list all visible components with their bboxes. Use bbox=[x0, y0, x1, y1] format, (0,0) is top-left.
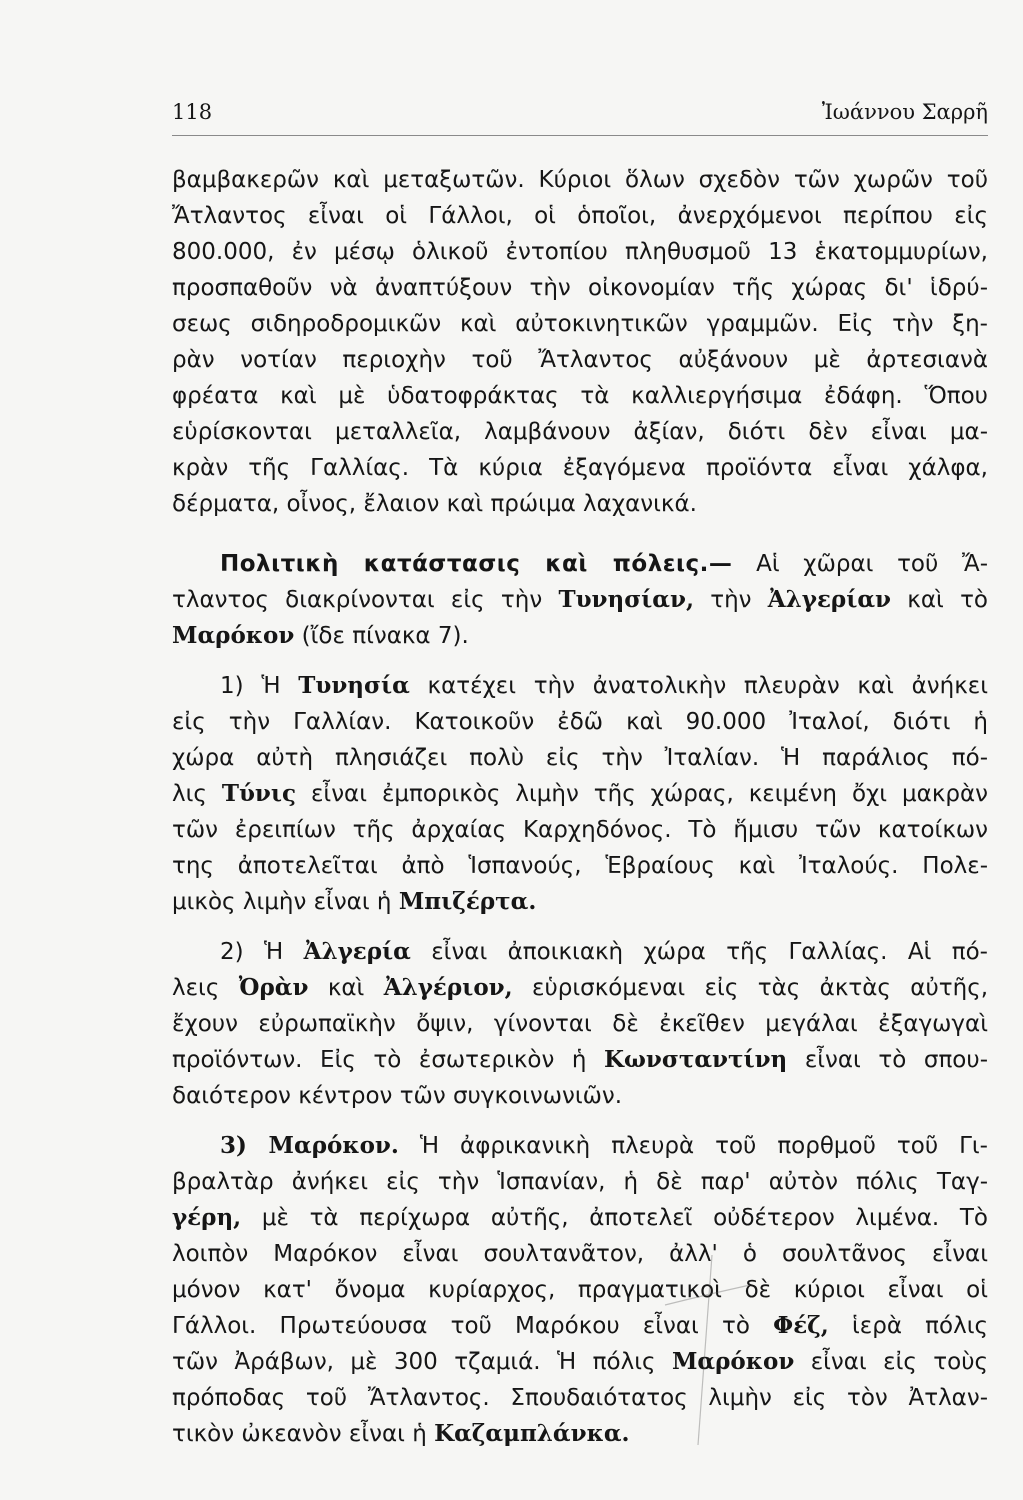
text-line: 1) Ἡ Τυνησία κατέχει τὴν ἀνατολικὴν πλευρὰν καὶ ἀνήκει bbox=[220, 672, 988, 699]
text-line: Μαρόκον (ἴδε πίνακα 7). bbox=[172, 622, 469, 649]
text-line: δαιότερον κέντρον τῶν συγκοινωνιῶν. bbox=[172, 1083, 623, 1109]
text-line: μικὸς λιμὴν εἶναι ἡ Μπιζέρτα. bbox=[172, 888, 537, 915]
text-line: 2) Ἡ Ἀλγερία εἶναι ἀποικιακὴ χώρα τῆς Γαλλίας. Αἱ πό- bbox=[220, 938, 988, 965]
page-header bbox=[172, 100, 988, 136]
text-line: λεις Ὀρὰν καὶ Ἀλγέριον, εὑρισκόμεναι εἰς τὰς ἀκτὰς αὐτῆς, bbox=[172, 974, 988, 1001]
term-algeria: Ἀλγερία bbox=[303, 938, 411, 965]
item-tunisia bbox=[172, 668, 988, 920]
text-line: προϊόντων. Εἰς τὸ ἐσωτερικὸν ἡ Κωνσταντίνη εἶναι τὸ σπου- bbox=[172, 1046, 988, 1073]
text-line: εἰς τὴν Γαλλίαν. Κατοικοῦν ἐδῶ καὶ 90.000 Ἰταλοί, διότι ἡ bbox=[172, 709, 988, 735]
term-tunisia: Τυνησία bbox=[298, 672, 410, 699]
term-tunisia: Τυνησίαν, bbox=[558, 586, 694, 613]
section-political bbox=[172, 546, 988, 654]
text-line: Ἄτλαντος εἶναι οἱ Γάλλοι, οἱ ὁποῖοι, ἀνερχόμενοι περίπου εἰς bbox=[172, 203, 988, 229]
text-line: λοιπὸν Μαρόκον εἶναι σουλτανᾶτον, ἀλλ' ὁ σουλτᾶνος εἶναι bbox=[172, 1241, 988, 1267]
running-head: Ἰωάννου Σαρρῆ bbox=[821, 100, 988, 124]
text-line: σεως σιδηροδρομικῶν καὶ αὐτοκινητικῶν γραμμῶν. Εἰς τὴν ξη- bbox=[172, 311, 988, 337]
text-line: δέρματα, οἶνος, ἔλαιον καὶ πρώιμα λαχανικά. bbox=[172, 491, 697, 517]
text-line: τικὸν ὠκεανὸν εἶναι ἡ Καζαμπλάνκα. bbox=[172, 1420, 630, 1447]
item-morocco bbox=[172, 1128, 988, 1452]
text-line: προσπαθοῦν νὰ ἀναπτύξουν τὴν οἰκονομίαν τῆς χώρας δι' ἱδρύ- bbox=[172, 275, 988, 301]
text-line: εὑρίσκονται μεταλλεῖα, λαμβάνουν ἀξίαν, διότι δὲν εἶναι μα- bbox=[172, 419, 988, 445]
text-line: ρὰν νοτίαν περιοχὴν τοῦ Ἄτλαντος αὐξάνουν μὲ ἀρτεσιανὰ bbox=[172, 347, 988, 373]
term-tangier: γέρη, bbox=[172, 1204, 242, 1231]
term-casablanca: Καζαμπλάνκα. bbox=[434, 1420, 630, 1447]
term-tunis: Τύνις bbox=[221, 780, 297, 807]
page-body bbox=[172, 162, 988, 1452]
text-line: της ἀποτελεῖται ἀπὸ Ἱσπανούς, Ἑβραίους καὶ Ἰταλούς. Πολε- bbox=[172, 853, 988, 879]
text-line: βαμβακερῶν καὶ μεταξωτῶν. Κύριοι ὅλων σχεδὸν τῶν χωρῶν τοῦ bbox=[172, 167, 988, 193]
text-line: ἔχουν εὐρωπαϊκὴν ὄψιν, γίνονται δὲ ἐκεῖθεν μεγάλαι ἐξαγωγαὶ bbox=[172, 1011, 988, 1037]
pencil-mark-icon bbox=[650, 1250, 760, 1450]
term-bizerte: Μπιζέρτα. bbox=[398, 888, 537, 915]
text-line: τῶν ἐρειπίων τῆς ἀρχαίας Καρχηδόνος. Τὸ ἥμισυ τῶν κατοίκων bbox=[172, 817, 988, 843]
text-line: φρέατα καὶ μὲ ὑδατοφράκτας τὰ καλλιεργήσιμα ἐδάφη. Ὅπου bbox=[172, 383, 988, 409]
term-constantine: Κωνσταντίνη bbox=[604, 1046, 788, 1073]
term-oran: Ὀρὰν bbox=[238, 974, 309, 1001]
term-morocco: 3) Μαρόκον. bbox=[220, 1132, 399, 1159]
text-line: κρὰν τῆς Γαλλίας. Τὰ κύρια ἐξαγόμενα προϊόντα εἶναι χάλφα, bbox=[172, 455, 988, 481]
text-line: βραλτὰρ ἀνήκει εἰς τὴν Ἱσπανίαν, ἡ δὲ παρ' αὐτὸν πόλις Ταγ- bbox=[172, 1169, 988, 1195]
text-line: 800.000, ἐν μέσῳ ὁλικοῦ ἐντοπίου πληθυσμοῦ 13 ἑκατομμυρίων, bbox=[172, 239, 988, 265]
term-fez: Φέζ, bbox=[773, 1312, 829, 1339]
text-line: Πολιτικὴ κατάστασις καὶ πόλεις.— Αἱ χῶραι τοῦ Ἄ- bbox=[220, 551, 988, 577]
text-line: Γάλλοι. Πρωτεύουσα τοῦ Μαρόκου εἶναι τὸ Φέζ, ἱερὰ πόλις bbox=[172, 1312, 988, 1339]
term-marrakesh: Μαρόκον bbox=[671, 1348, 795, 1375]
header-rule bbox=[172, 135, 988, 136]
text-line: 3) Μαρόκον. Ἡ ἀφρικανικὴ πλευρὰ τοῦ πορθμοῦ τοῦ Γι- bbox=[220, 1132, 988, 1159]
section-heading: Πολιτικὴ κατάστασις καὶ πόλεις.— bbox=[220, 551, 733, 577]
text-line: τῶν Ἀράβων, μὲ 300 τζαμιά. Ἡ πόλις Μαρόκον εἶναι εἰς τοὺς bbox=[172, 1348, 988, 1375]
term-morocco: Μαρόκον bbox=[172, 622, 295, 649]
item-algeria bbox=[172, 934, 988, 1114]
text-line: μόνον κατ' ὄνομα κυρίαρχος, πραγματικοὶ δὲ κύριοι εἶναι οἱ bbox=[172, 1277, 988, 1303]
page-number: 118 bbox=[172, 100, 213, 124]
text-line: λις Τύνις εἶναι ἐμπορικὸς λιμὴν τῆς χώρας, κειμένη ὄχι μακρὰν bbox=[172, 780, 988, 807]
text-line: γέρη, μὲ τὰ περίχωρα αὐτῆς, ἀποτελεῖ οὐδέτερον λιμένα. Τὸ bbox=[172, 1204, 988, 1231]
paragraph-intro bbox=[172, 162, 988, 522]
text-line: τλαντος διακρίνονται εἰς τὴν Τυνησίαν, τὴν Ἀλγερίαν καὶ τὸ bbox=[172, 586, 988, 613]
term-algeria: Ἀλγερίαν bbox=[767, 586, 892, 613]
text-line: πρόποδας τοῦ Ἄτλαντος. Σπουδαιότατος λιμὴν εἰς τὸν Ἀτλαν- bbox=[172, 1385, 988, 1411]
text-line: χώρα αὐτὴ πλησιάζει πολὺ εἰς τὴν Ἰταλίαν. Ἡ παράλιος πό- bbox=[172, 745, 988, 771]
term-algiers: Ἀλγέριον, bbox=[383, 974, 513, 1001]
